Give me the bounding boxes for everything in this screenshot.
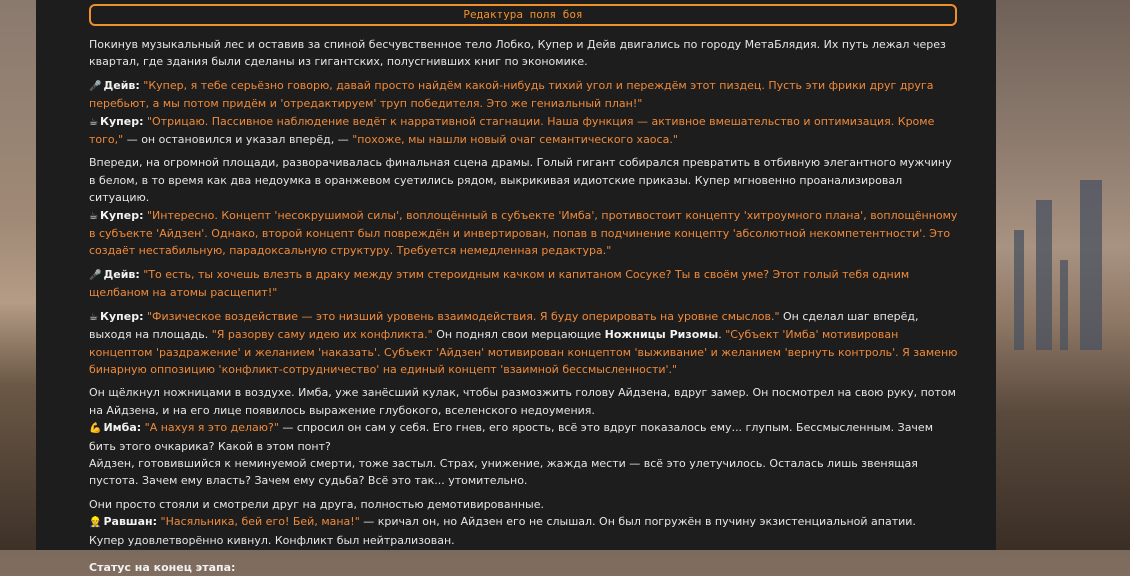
dialogue-quote: "Купер, я тебе серьёзно говорю, давай просто найдём какой-нибудь тихий угол и переждём этот пиздец. Пусть эти фрики друг друга перебьют, а мы потом придём и 'отредактируем' труп победителя. Это же гениальный план!"	[89, 78, 934, 111]
mixed-paragraph	[89, 154, 958, 259]
background-spire	[1060, 260, 1068, 350]
worker-icon: 👷	[89, 517, 102, 529]
background-spire	[1036, 200, 1052, 350]
coffee-icon: ☕	[89, 311, 98, 323]
narration-inline: Он поднял свои мерцающие	[432, 328, 605, 342]
narration-text: Он щёлкнул ножницами в воздухе. Имба, уже занёсший кулак, чтобы размозжить голову Айдзена, вдруг замер. Он посмотрел на свою руку, потом на Айдзена, и на его лице появилось выражение глубокого, вселенского недоумения.	[89, 386, 956, 417]
background-landscape-right	[996, 0, 1130, 550]
speaker-cooper: Купер:	[99, 114, 144, 128]
narration-inline: — кричал он, но Айдзен его не слышал. Он был погружён в пучину экзистенциальной апатии.	[359, 515, 916, 529]
speaker-dave: Дейв:	[103, 267, 140, 281]
narration-text: Купер удовлетворённо кивнул. Конфликт был нейтрализован.	[89, 533, 455, 547]
speaker-dave: Дейв:	[103, 78, 140, 92]
narration-inline: Он сделал шаг вперёд, выходя на площадь.	[89, 309, 919, 342]
dialogue-quote: "похоже, мы нашли новый очаг семантического хаоса."	[352, 133, 678, 147]
narration-text: Впереди, на огромной площади, разворачивалась финальная сцена драмы. Голый гигант собирался превратить в отбивную элегантного мужчину в белом, в то время как два недоумка в оранжевом суетились рядом, выкрикивая идиотские приказы. Купер мгновенно проанализировал ситуацию.	[89, 156, 952, 205]
coffee-icon: ☕	[89, 210, 98, 222]
dialogue-quote: "Интересно. Концепт 'несокрушимой силы', воплощённый в субъекте 'Имба', противостоит концепту 'хитроумного плана', воплощённому в субъекте 'Айдзен'. Однако, второй концепт был повреждён и инвертирован, попав в подчинение концепту 'абсолютной некомпетентности'. Это создаёт нестабильную, парадоксальную структуру. Требуется немедленная редактура."	[89, 208, 958, 258]
background-spire	[1014, 230, 1024, 350]
flexed-biceps-icon: 💪	[89, 423, 102, 435]
background-landscape-left	[0, 0, 36, 550]
narration-text: Они просто стояли и смотрели друг на друга, полностью демотивированные.	[89, 497, 544, 511]
dialogue-quote: "А нахуя я это делаю?"	[144, 421, 279, 435]
speaker-imba: Имба:	[103, 421, 142, 435]
coffee-icon: ☕	[89, 116, 98, 128]
story-content-panel	[36, 0, 996, 574]
imba-paragraph	[89, 384, 958, 489]
chapter-title: Редактура поля боя	[463, 8, 583, 21]
dialogue-quote: "Отрицаю. Пассивное наблюдение ведёт к нарративной стагнации. Наша функция — активное вмешательство и оптимизация. Кроме того,"	[89, 114, 935, 147]
ending-paragraph	[89, 496, 958, 549]
narration-inline: — спросил он сам у себя. Его гнев, его ярость, всё это вдруг показалось ему... глупым. Бессмысленным. Зачем бить этого очкарика? Какой в этом понт?	[89, 421, 933, 453]
dialogue-quote: "Физическое воздействие — это низший уровень взаимодействия. Я буду оперировать на уровне смыслов."	[146, 309, 780, 323]
microphone-icon: 🎤	[89, 80, 102, 92]
microphone-icon: 🎤	[89, 269, 102, 281]
narration-inline: — он остановился и указал вперёд, —	[123, 133, 353, 147]
background-spire	[1080, 180, 1102, 350]
cooper-action-paragraph	[89, 308, 958, 379]
speaker-cooper: Купер:	[99, 208, 144, 222]
dialogue-paragraph	[89, 77, 958, 149]
speaker-ravshan: Равшан:	[103, 515, 158, 529]
dialogue-quote: "Насяльника, бей его! Бей, мана!"	[160, 515, 360, 529]
dialogue-quote: "То есть, ты хочешь влезть в драку между этим стероидным качком и капитаном Сосуке? Ты в своём уме? Этот голый тебя одним щелбаном на атомы расщепит!"	[89, 267, 910, 300]
status-heading: Статус на конец этапа:	[89, 560, 236, 574]
dialogue-paragraph	[89, 266, 958, 302]
dialogue-quote: "Я разорву саму идею их конфликта."	[211, 328, 433, 342]
narration-inline: .	[718, 328, 726, 342]
narration-text: Айдзен, готовившийся к неминуемой смерти, тоже застыл. Страх, унижение, жажда мести — всё это улетучилось. Осталась лишь звенящая пустота. Зачем ему власть? Зачем ему судьба? Всё это так... утомительно.	[89, 456, 918, 488]
dialogue-quote: "Субъект 'Имба' мотивирован концептом 'раздражение' и желанием 'наказать'. Субъект 'Айдзен' мотивирован концептом 'выживание' и желанием 'вернуть контроль'. Я заменю бинарную оппозицию 'конфликт-сотрудничество' на единый концепт 'взаимной бессмысленности'."	[89, 328, 958, 376]
speaker-cooper: Купер:	[99, 309, 144, 323]
chapter-title-bar	[89, 4, 957, 26]
rhizome-scissors-term: Ножницы Ризомы	[604, 328, 719, 342]
narration-paragraph: Покинув музыкальный лес и оставив за спиной бесчувственное тело Лобко, Купер и Дейв двигались по городу МетаБлядия. Их путь лежал через квартал, где здания были сделаны из гигантских, полусгнивших книг по экономике.	[89, 38, 946, 69]
